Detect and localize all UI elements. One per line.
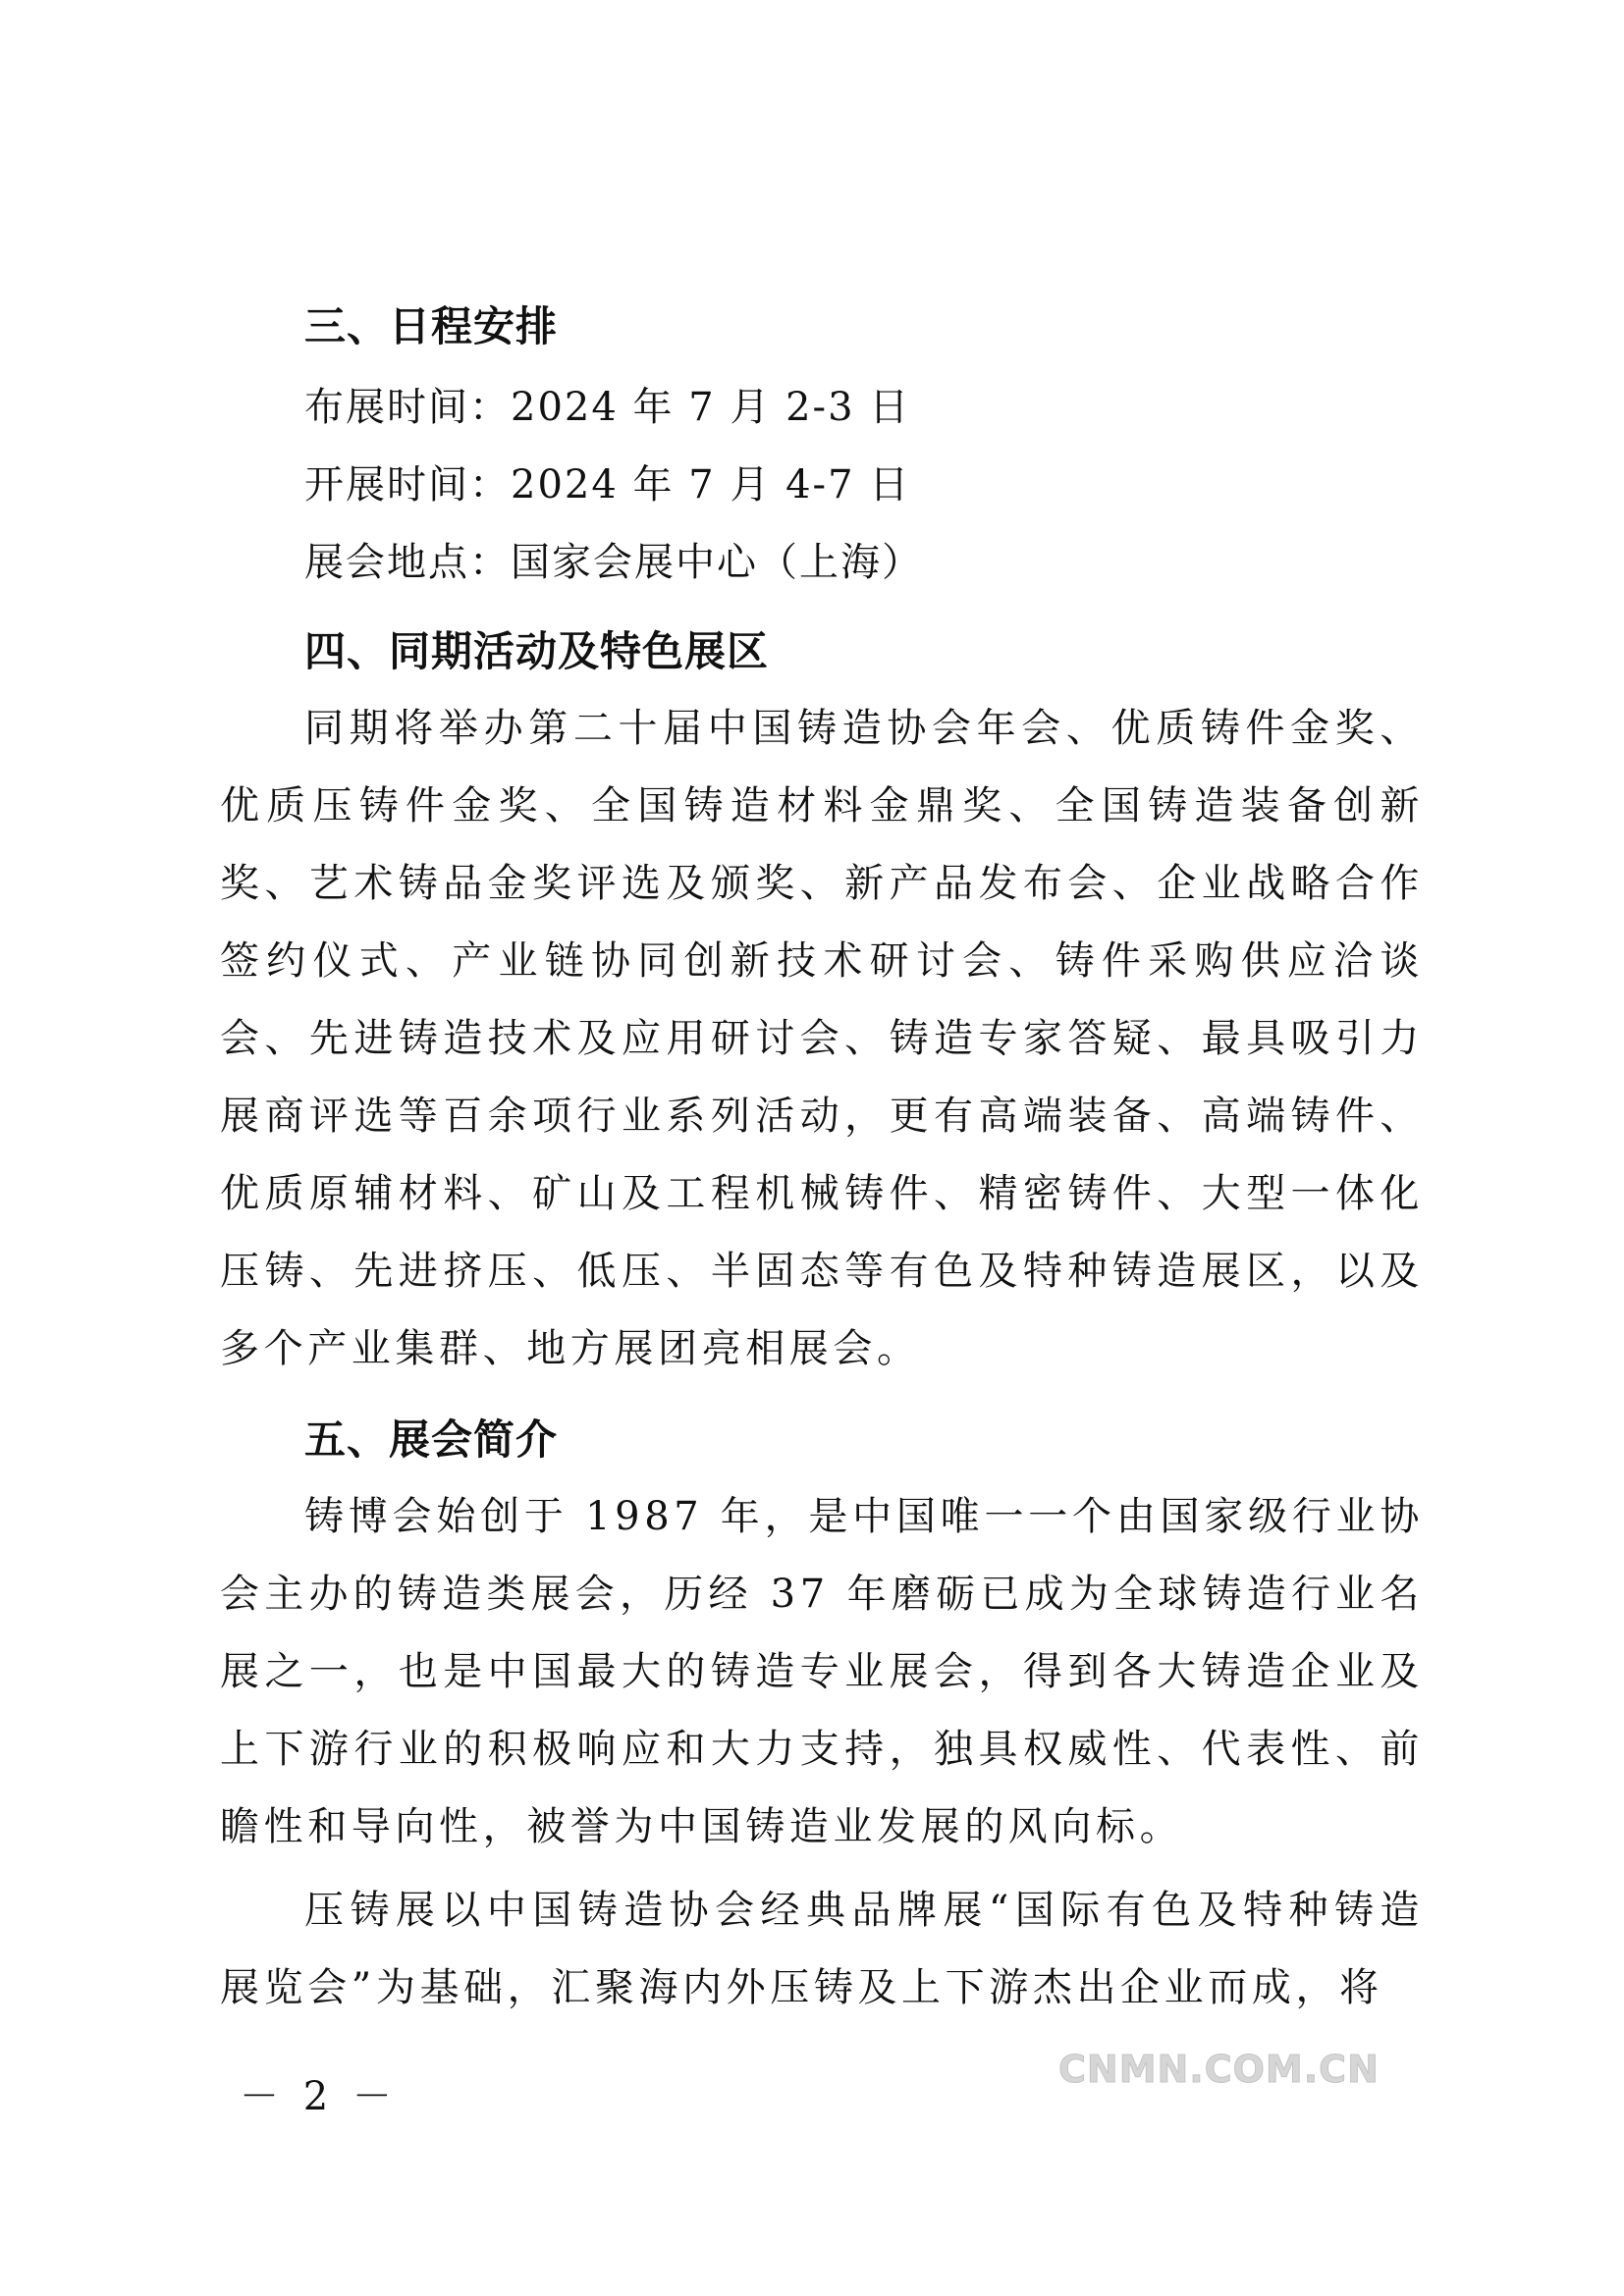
opening-time-line: 开展时间：2024 年 7 月 4-7 日: [304, 462, 911, 507]
activities-paragraph: 同期将举办第二十届中国铸造协会年会、优质铸件金奖、优质压铸件金奖、全国铸造材料金鼎奖、全国铸造装备创新奖、艺术铸品金奖评选及颁奖、新产品发布会、企业战略合作签约仪式、产业链协同创新技术研讨会、铸件采购供应洽谈会、先进铸造技术及应用研讨会、铸造专家答疑、最具吸引力展商评选等百余项行业系列活动，更有高端装备、高端铸件、优质原辅材料、矿山及工程机械铸件、精密铸件、大型一体化压铸、先进挤压、低压、半固态等有色及特种铸造展区，以及多个产业集群、地方展团亮相展会。: [220, 706, 1424, 1371]
section-heading-schedule: 三、日程安排: [304, 302, 559, 350]
section-heading-activities: 四、同期活动及特色展区: [304, 627, 770, 675]
venue-line: 展会地点：国家会展中心（上海）: [304, 540, 923, 585]
introduction-paragraph-2: 压铸展以中国铸造协会经典品牌展“国际有色及特种铸造展览会”为基础，汇聚海内外压铸及上下游杰出企业而成，将: [220, 1888, 1424, 2010]
page-number: － 2 －: [240, 2074, 398, 2119]
site-watermark: CNMN.COM.CN: [1058, 2048, 1380, 2091]
document-body: [220, 294, 1424, 2027]
section-heading-introduction: 五、展会简介: [304, 1415, 559, 1464]
schedule-list: [220, 369, 1424, 602]
setup-time-line: 布展时间：2024 年 7 月 2-3 日: [304, 385, 911, 430]
introduction-paragraph-1: 铸博会始创于 1987 年，是中国唯一一个由国家级行业协会主办的铸造类展会，历经 37 年磨砺已成为全球铸造行业名展之一，也是中国最大的铸造专业展会，得到各大铸造企业及上下游行业的积极响应和大力支持，独具权威性、代表性、前瞻性和导向性，被誉为中国铸造业发展的风向标。: [220, 1494, 1424, 1849]
